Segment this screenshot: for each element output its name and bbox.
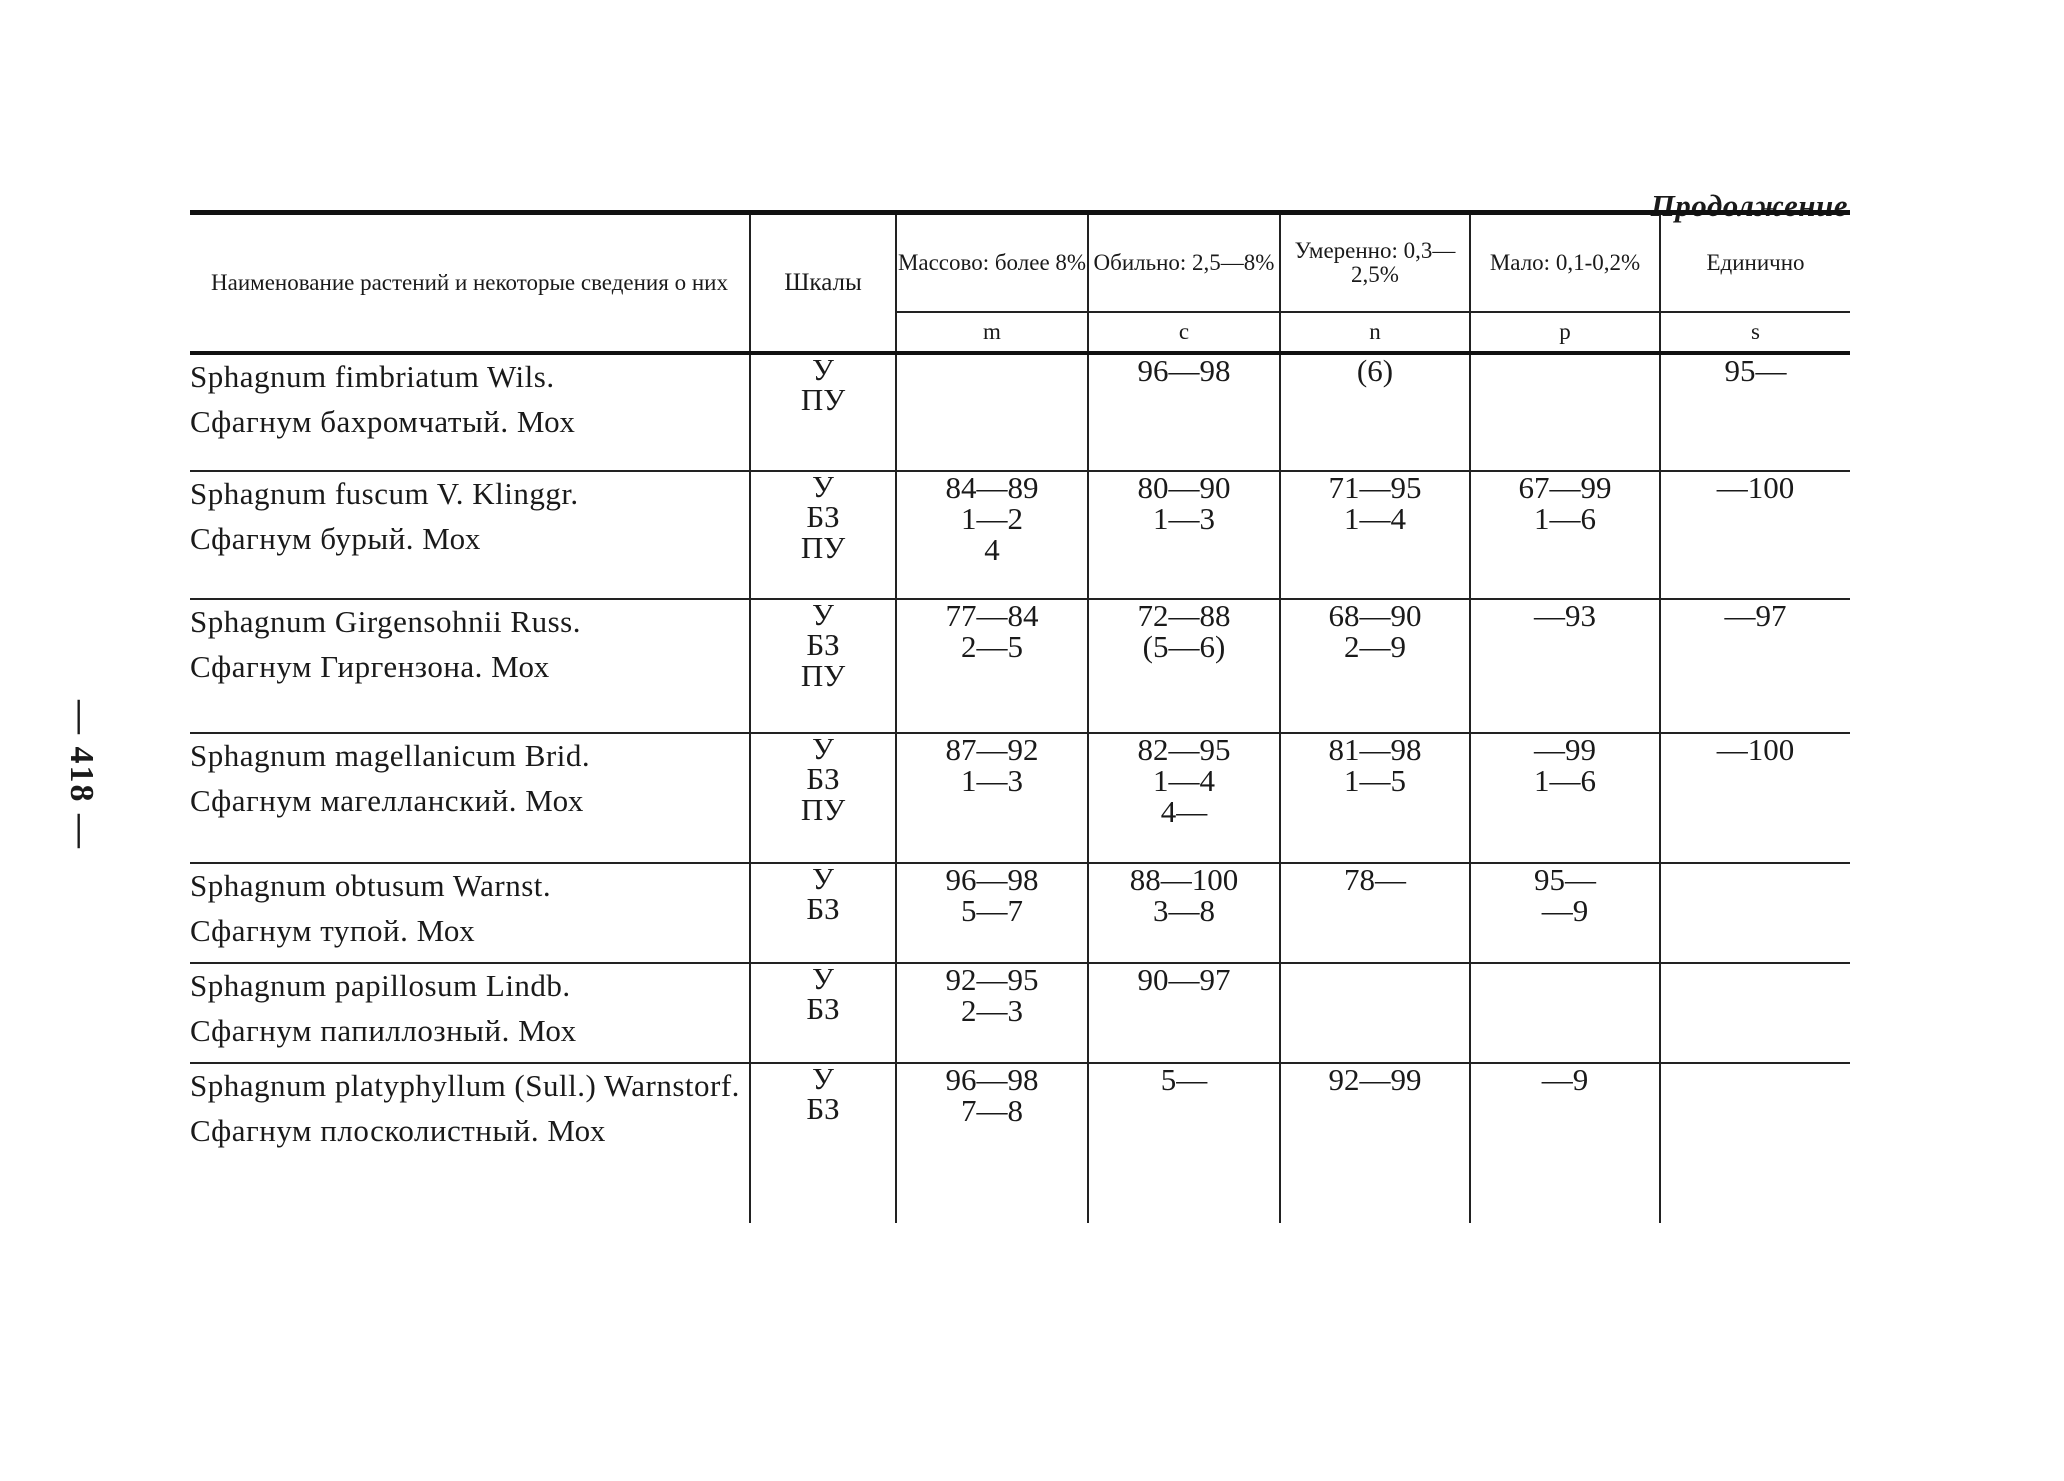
- header-name: Наименование растений и некоторые сведения о них: [190, 213, 750, 354]
- range-value: 77—84: [945, 598, 1039, 633]
- table-row: [190, 353, 1850, 471]
- range-value: 78—: [1344, 862, 1406, 897]
- scale-code: У: [812, 861, 834, 896]
- range-value: 92—99: [1328, 1062, 1422, 1097]
- range-value: 80—90: [1137, 470, 1231, 505]
- value-cell-m: [896, 1063, 1088, 1223]
- value-cell-m: [896, 599, 1088, 733]
- scale-code: ПУ: [800, 657, 846, 693]
- scale-code: ПУ: [800, 382, 846, 418]
- range-value: 1—6: [1534, 501, 1596, 536]
- scale-code: ПУ: [800, 529, 846, 565]
- header-obilno: Обильно: 2,5—8%: [1088, 213, 1280, 313]
- range-value: 72—88: [1137, 598, 1231, 633]
- range-value: —100: [1716, 470, 1795, 505]
- range-value: 68—90: [1328, 598, 1422, 633]
- value-cell-n: [1280, 1063, 1470, 1223]
- latin-name: Sphagnum fuscum V. Klinggr.: [190, 476, 579, 511]
- range-value: 1—6: [1534, 763, 1596, 798]
- table-header: [190, 213, 1850, 354]
- value-cell-p: [1470, 471, 1660, 599]
- russian-name: Сфагнум Гиргензона. Мох: [190, 648, 550, 684]
- range-value: —93: [1534, 598, 1596, 633]
- value-cell-p: [1470, 599, 1660, 733]
- scale-code: БЗ: [806, 499, 840, 535]
- value-cell-s: [1660, 599, 1850, 733]
- russian-name: Сфагнум магелланский. Мох: [190, 782, 584, 818]
- range-value: 96—98: [945, 862, 1039, 897]
- value-cell-p: [1470, 863, 1660, 963]
- scale-code: У: [812, 961, 834, 996]
- header-edinichno: Единично: [1660, 213, 1850, 313]
- header-massovo: Массово: более 8%: [896, 213, 1088, 313]
- header-scales: Шкалы: [750, 213, 896, 354]
- scales-cell: [750, 733, 896, 863]
- value-cell-s: [1660, 733, 1850, 863]
- scales-cell: [750, 863, 896, 963]
- value-cell-s: [1660, 353, 1850, 471]
- value-cell-c: [1088, 963, 1280, 1063]
- header-code-c: c: [1088, 312, 1280, 353]
- scale-code: У: [812, 597, 834, 632]
- value-cell-n: [1280, 599, 1470, 733]
- range-value: 90—97: [1137, 962, 1231, 997]
- header-umerenno: Умеренно: 0,3—2,5%: [1280, 213, 1470, 313]
- table-row: [190, 863, 1850, 963]
- plant-name-cell: [190, 733, 750, 863]
- russian-name: Сфагнум папиллозный. Мох: [190, 1012, 577, 1048]
- scale-code: У: [812, 469, 834, 504]
- russian-name: Сфагнум бурый. Мох: [190, 520, 481, 556]
- range-value: —97: [1724, 598, 1787, 633]
- scale-code: БЗ: [806, 627, 840, 663]
- range-value: 67—99: [1518, 470, 1612, 505]
- scale-code: БЗ: [806, 761, 840, 797]
- value-cell-p: [1470, 1063, 1660, 1223]
- range-value: 2—9: [1344, 629, 1406, 664]
- table-row: [190, 733, 1850, 863]
- value-cell-c: [1088, 1063, 1280, 1223]
- latin-name: Sphagnum fimbriatum Wils.: [190, 359, 555, 394]
- header-malo: Мало: 0,1-0,2%: [1470, 213, 1660, 313]
- value-cell-c: [1088, 733, 1280, 863]
- range-value: 71—95: [1328, 470, 1422, 505]
- range-value: 88—100: [1129, 862, 1239, 897]
- range-value: 2—3: [961, 993, 1023, 1028]
- range-value: 95—: [1534, 862, 1596, 897]
- value-cell-p: [1470, 963, 1660, 1063]
- scale-code: БЗ: [806, 991, 840, 1027]
- range-value: 1—3: [961, 763, 1023, 798]
- range-value: 1—2: [961, 501, 1023, 536]
- range-value: 92—95: [945, 962, 1039, 997]
- value-cell-s: [1660, 863, 1850, 963]
- value-cell-s: [1660, 963, 1850, 1063]
- russian-name: Сфагнум тупой. Мох: [190, 912, 476, 948]
- range-value: 5—: [1160, 1062, 1208, 1097]
- header-code-p: p: [1470, 312, 1660, 353]
- latin-name: Sphagnum magellanicum Brid.: [190, 738, 591, 773]
- page-number: — 418 —: [63, 700, 100, 850]
- table-row: [190, 471, 1850, 599]
- value-cell-p: [1470, 733, 1660, 863]
- value-cell-m: [896, 471, 1088, 599]
- range-value: 96—98: [945, 1062, 1039, 1097]
- russian-name: Сфагнум бахромчатый. Мох: [190, 403, 576, 439]
- plant-name-cell: [190, 1063, 750, 1223]
- scale-code: БЗ: [806, 891, 840, 927]
- range-value: 87—92: [945, 732, 1039, 767]
- value-cell-m: [896, 963, 1088, 1063]
- value-cell-c: [1088, 599, 1280, 733]
- latin-name: Sphagnum Girgensohnii Russ.: [190, 604, 581, 639]
- header-code-s: s: [1660, 312, 1850, 353]
- value-cell-n: [1280, 733, 1470, 863]
- value-cell-s: [1660, 1063, 1850, 1223]
- range-value: 2—5: [961, 629, 1023, 664]
- table-row: [190, 963, 1850, 1063]
- scale-code: БЗ: [806, 1091, 840, 1127]
- range-value: 95—: [1724, 353, 1787, 388]
- range-value: 84—89: [945, 470, 1039, 505]
- plant-name-cell: [190, 471, 750, 599]
- value-cell-p: [1470, 353, 1660, 471]
- scales-cell: [750, 471, 896, 599]
- table-row: [190, 1063, 1850, 1223]
- scales-cell: [750, 963, 896, 1063]
- range-value: 1—4: [1153, 763, 1215, 798]
- scale-code: У: [812, 352, 834, 387]
- scale-code: У: [812, 731, 834, 766]
- range-value: —9: [1541, 893, 1589, 928]
- value-cell-c: [1088, 863, 1280, 963]
- value-cell-n: [1280, 471, 1470, 599]
- value-cell-n: [1280, 963, 1470, 1063]
- range-value: 1—3: [1153, 501, 1215, 536]
- range-value: 5—7: [961, 893, 1023, 928]
- header-code-m: m: [896, 312, 1088, 353]
- plant-name-cell: [190, 863, 750, 963]
- scales-cell: [750, 599, 896, 733]
- range-value: 1—4: [1344, 501, 1406, 536]
- value-cell-c: [1088, 353, 1280, 471]
- table-row: [190, 599, 1850, 733]
- range-value: 4—: [1160, 794, 1208, 829]
- range-value: 82—95: [1137, 732, 1231, 767]
- value-cell-c: [1088, 471, 1280, 599]
- plant-name-cell: [190, 353, 750, 471]
- range-value: —99: [1534, 732, 1596, 767]
- value-cell-m: [896, 353, 1088, 471]
- range-value: —100: [1716, 732, 1795, 767]
- value-cell-m: [896, 863, 1088, 963]
- species-abundance-table: [190, 210, 1850, 1223]
- range-value: 4: [984, 532, 1000, 567]
- value-cell-s: [1660, 471, 1850, 599]
- plant-name-cell: [190, 599, 750, 733]
- plant-name-cell: [190, 963, 750, 1063]
- continuation-label: Продолжение: [1650, 188, 1848, 223]
- range-value: 1—5: [1344, 763, 1406, 798]
- latin-name: Sphagnum obtusum Warnst.: [190, 868, 552, 903]
- scales-cell: [750, 353, 896, 471]
- value-cell-n: [1280, 353, 1470, 471]
- scale-code: У: [812, 1061, 834, 1096]
- range-value: (5—6): [1142, 629, 1226, 664]
- scale-code: ПУ: [800, 791, 846, 827]
- range-value: 3—8: [1153, 893, 1215, 928]
- range-value: (6): [1356, 353, 1394, 388]
- range-value: 7—8: [961, 1093, 1023, 1128]
- table-body: [190, 353, 1850, 1223]
- russian-name: Сфагнум плосколистный. Мох: [190, 1112, 606, 1148]
- value-cell-n: [1280, 863, 1470, 963]
- scales-cell: [750, 1063, 896, 1223]
- value-cell-m: [896, 733, 1088, 863]
- header-code-n: n: [1280, 312, 1470, 353]
- latin-name: Sphagnum platyphyllum (Sull.) Warnstorf.: [190, 1068, 740, 1103]
- latin-name: Sphagnum papillosum Lindb.: [190, 968, 571, 1003]
- range-value: 81—98: [1328, 732, 1422, 767]
- range-value: 96—98: [1137, 353, 1231, 388]
- range-value: —9: [1541, 1062, 1589, 1097]
